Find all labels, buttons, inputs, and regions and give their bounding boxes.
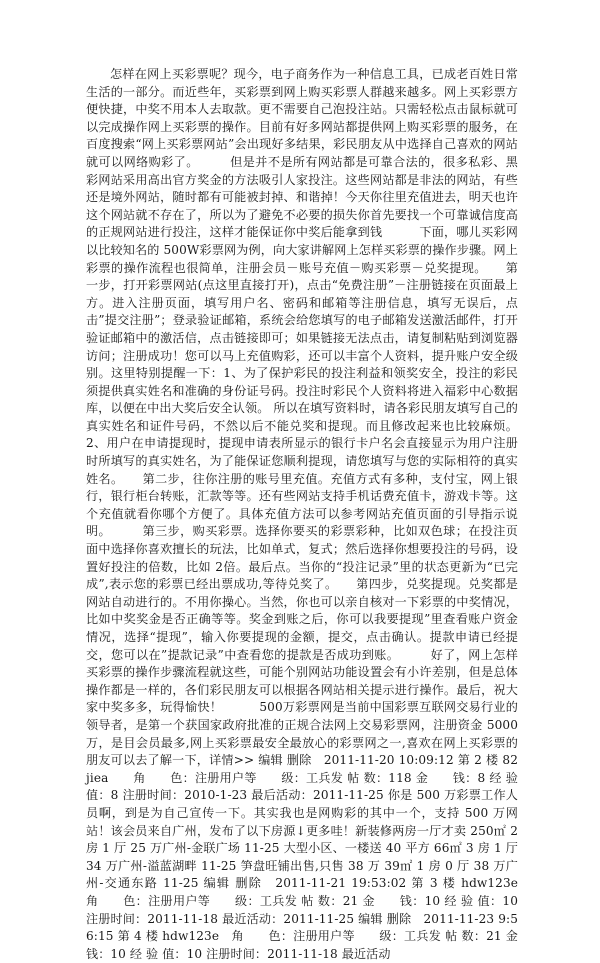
document-body [86, 66, 543, 963]
document-paragraph: 怎样在网上买彩票呢？现今，电子商务作为一种信息工具，已成老百姓日常生活的一部分。而近些年，买彩票到网上购买彩票人群越来越多。网上买彩票方便快捷，中奖不用本人去取款。更不需要自己泡投注站。只需轻松点击鼠标就可以完成操作网上买彩票的操作。目前有好多网站都提供网上购买彩票的服务，在百度搜索“网上买彩票网站”会出现好多结果，彩民朋友从中选择自己喜欢的网站就可以网络购彩了。 但是并不是所有网站都是可靠合法的，很多私彩、黑彩网站采用高出官方奖金的方法吸引人家投注。这些网站都是非法的网站，有些还是境外网站，随时都有可能被封掉、和谐掉！今天你往里充值进去，明天也许这个网站就不存在了，所以为了避免不必要的损失你首先要找一个可靠诚信度高的正规网站进行投注，这样才能保证你中奖后能拿到钱 下面，哪儿买彩网以比较知名的 500W彩票网为例，向大家讲解网上怎样买彩票的操作步骤。网上彩票的操作流程也很简单，注册会员－账号充值－购买彩票－兑奖提现。 第一步，打开彩票网站(点这里直接打开)，点击“免费注册”－注册链接在页面最上方。进入注册页面，填写用户名、密码和邮箱等注册信息，填写无误后，点击”提交注册”；登录验证邮箱，系统会给您填写的电子邮箱发送激活邮件，打开验证邮箱中的激活信，点击链接即可；如果链接无法点击，请复制粘贴到浏览器访问；注册成功！您可以马上充值购彩，还可以丰富个人资料，提升账户安全级别。这里特别提醒一下：1、为了保护彩民的投注利益和领奖安全，投注的彩民须提供真实姓名和准确的身份证号码。投注时彩民个人资料将进入福彩中心数据库，以便在中出大奖后安全认领。 所以在填写资料时，请各彩民朋友填写自己的真实姓名和证件号码，不然以后不能兑奖和提现。而且修改起来也比较麻烦。2、用户在申请提现时，提现申请表所显示的银行卡户名会直接显示为用户注册时所填写的真实姓名，为了能保证您顺利提现，请您填写与您的实际相符的真实姓名。 第二步，往你注册的账号里充值。充值方式有多种，支付宝，网上银行，银行柜台转账，汇款等等。还有些网站支持手机话费充值卡，游戏卡等。这个充值就看你哪个方便了。具体充值方法可以参考网站充值页面的引导指示说明。 第三步，购买彩票。选择你要买的彩票彩种，比如双色球；在投注页面中选择你喜欢擅长的玩法，比如单式，复式；然后选择你想要投注的号码，设置好投注的倍数，比如 2倍。最后点。当你的“投注记录”里的状态更新为“已完成”,表示您的彩票已经出票成功,等待兑奖了。 第四步，兑奖提现。兑奖都是网站自动进行的。不用你操心。当然，你也可以亲自核对一下彩票的中奖情况，比如中奖奖金是否正确等等。奖金到账之后，你可以我要提现”里查看账户资金情况，选择“提现”，输入你要提现的金额，提交，点击确认。提款申请已经提交，您可以在”提款记录”中查看您的提款是否成功到账。 好了，网上怎样买彩票的操作步骤流程就这些，可能个别网站功能设置会有小许差别，但是总体操作都是一样的，各们彩民朋友可以根据各网站相关提示进行操作。最后，祝大家中奖多多，玩得愉快！ 500万彩票网是当前中国彩票互联网交易行业的领导者，是第一个获国家政府批准的正规合法网上交易彩票网，注册资金 5000 万，是目会员最多,网上买彩票最安全最放心的彩票网之一,喜欢在网上买彩票的朋友可以去了解一下，详情>> 编辑 删除 2011-11-20 10:09:12 第 2 楼 82jiea 角 色：注册用户等 级：工兵发 帖 数：118 金 钱：8 经 验 值：8 注册时间：2010-1-23 最后活动：2011-11-25 你是 500 万彩票工作人员啊，到是为自己宣传一下。其实我也是网购彩的其中一个，支持 500 万网站！该会员来自广州，发布了以下房源↓更多哇！新装修两房一厅才卖 250㎡ 2 房 1 厅 25 万广州-金联广场 11-25 大型小区、一楼送 40 平方 66㎡ 3 房 1 厅 34 万广州-溢蓝湖畔 11-25 笋盘旺铺出售,只售 38 万 39㎡ 1 房 0 厅 38 万广州-交通东路 11-25 编辑 删除 2011-11-21 19:53:02 第 3 楼 hdw123e 角 色：注册用户等 级：工兵发 帖 数：21 金 钱：10 经 验 值：10 注册时间：2011-11-18 最近活动：2011-11-25 编辑 删除 2011-11-23 9:56:15 第 4 楼 hdw123e 角 色：注册用户等 级：工兵发 帖 数：21 金 钱：10 经 验 值：10 注册时间：2011-11-18 最近活动 [86, 67, 543, 961]
